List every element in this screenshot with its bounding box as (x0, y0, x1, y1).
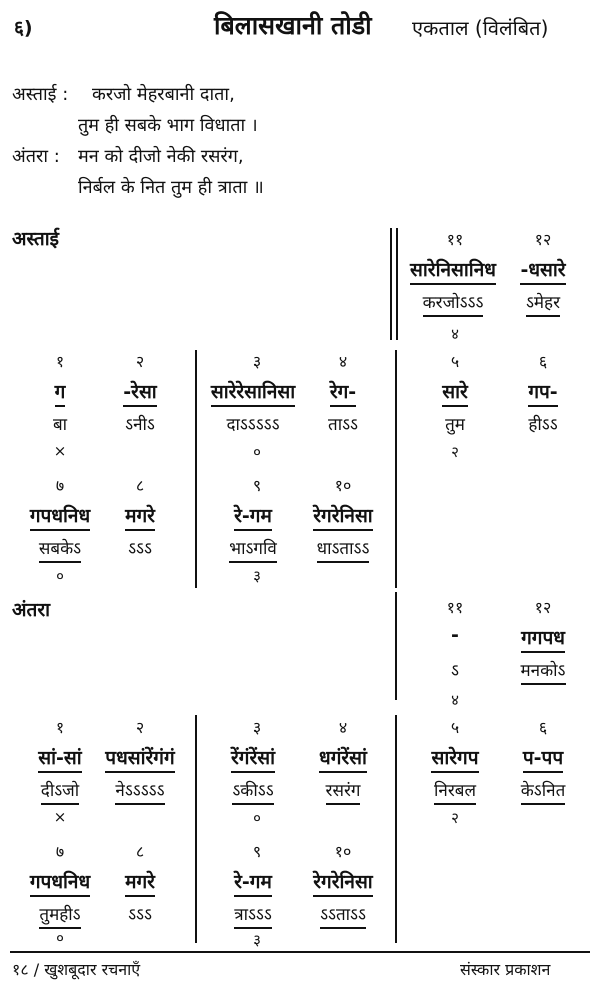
beat-number: ७ (55, 842, 65, 861)
syllable-group: निरबल (434, 781, 476, 805)
swara-group: -रेसा (123, 381, 156, 407)
composition-number: ६) (14, 17, 33, 39)
swara-group: -धसारे (520, 259, 565, 285)
taali-mark: ३ (253, 931, 261, 949)
swara-group: सां-सां (38, 747, 81, 773)
swara: - (451, 624, 459, 646)
swara-group: धगंरेंसां (319, 747, 367, 773)
khali-mark: ० (253, 443, 261, 461)
swara-group: रेंगंरेंसां (231, 747, 275, 773)
swara-group: प-पप (523, 747, 563, 773)
syllable-group: भाऽगवि (229, 539, 277, 563)
syllable: ऽऽऽ (128, 905, 152, 925)
beat-number: ६ (538, 352, 548, 371)
swara-group: सारे (442, 381, 468, 407)
beat-number: ११ (446, 230, 464, 249)
swara-group: रे-गम (234, 871, 272, 897)
beat-number: २ (135, 718, 145, 737)
syllable: बा (52, 415, 68, 435)
swara-group: ग (55, 381, 66, 407)
swara-group: रेगरेनिसा (313, 505, 372, 531)
sam-mark: × (53, 442, 67, 460)
syllable: तुम (445, 415, 465, 435)
taal-mark: ४ (451, 691, 459, 709)
syllable-group: ऽकीऽऽ (232, 781, 273, 805)
taal-mark: ४ (451, 325, 459, 343)
syllable: दाऽऽऽऽऽ (226, 415, 280, 435)
beat-number: ३ (252, 718, 262, 737)
beat-number: १० (334, 476, 352, 495)
beat-number: ८ (135, 476, 145, 495)
syllable-group: धाऽताऽऽ (317, 539, 370, 563)
footer-page-info: १८ / खुशबूदार रचनाएँ (12, 960, 141, 979)
beat-number: ९ (252, 842, 262, 861)
syllable-group: करजोऽऽऽ (423, 293, 484, 317)
footer-publisher: संस्कार प्रकाशन (460, 960, 551, 979)
swara-group: रे-गम (234, 505, 272, 531)
syllable-group: ऽमेहर (526, 293, 560, 317)
antara-lyric-line-2: निर्बल के नित तुम ही त्राता ॥ (78, 177, 264, 198)
beat-number: ११ (446, 598, 464, 617)
syllable-group: त्राऽऽऽ (234, 905, 272, 929)
swara-group: रेग- (330, 381, 356, 407)
asthai-lyric-label: अस्ताई : (12, 84, 69, 105)
asthai-lyric-line-2: तुम ही सबके भाग विधाता । (78, 115, 258, 136)
syllable: ऽ (451, 661, 459, 681)
beat-number: २ (135, 352, 145, 371)
syllable-group: दीऽजो (41, 781, 79, 805)
taali-mark: ३ (253, 567, 261, 585)
taal-label: एकताल (विलंबित) (412, 16, 549, 40)
syllable-group: सबकेऽ (39, 539, 81, 563)
sam-mark: × (53, 808, 67, 826)
swara-group: गप- (528, 381, 557, 407)
raga-title: बिलासखानी तोडी (214, 11, 372, 40)
beat-number: ४ (338, 718, 348, 737)
beat-number: ३ (252, 352, 262, 371)
swara-group: पधसांरेंगंगं (105, 747, 174, 773)
syllable: ऽनीऽ (125, 415, 155, 435)
swara-group: सारेगप (431, 747, 478, 773)
syllable-group: तुमहीऽ (39, 905, 80, 929)
antara-section-heading: अंतरा (12, 599, 51, 621)
syllable: ऽऽऽ (128, 539, 152, 559)
beat-number: ७ (55, 476, 65, 495)
beat-number: ९ (252, 476, 262, 495)
khali-mark: ० (253, 809, 261, 827)
syllable-group: नेऽऽऽऽऽ (115, 781, 164, 805)
beat-number: १० (334, 842, 352, 861)
syllable-group: रसरंग (326, 781, 361, 805)
beat-number: ४ (338, 352, 348, 371)
syllable: हीऽऽ (528, 415, 558, 435)
vibhag-line (396, 228, 398, 340)
khali-mark: ० (56, 929, 64, 947)
antara-lyric-line-1: मन को दीजो नेकी रसरंग, (78, 146, 244, 167)
beat-number: ५ (450, 352, 460, 371)
swara-group: गपधनिध (30, 505, 90, 531)
swara-group: गगपध (521, 627, 565, 653)
beat-number: ५ (450, 718, 460, 737)
footer-rule (10, 951, 590, 953)
khali-mark: ० (56, 567, 64, 585)
vibhag-line (395, 592, 397, 700)
asthai-section-heading: अस्ताई (12, 228, 59, 250)
antara-lyric-label: अंतरा : (12, 146, 60, 167)
syllable-group: ऽऽताऽऽ (320, 905, 366, 929)
swara-group: मगरे (125, 871, 155, 897)
swara-group: सारेरेसानिसा (211, 381, 295, 407)
swara-group: मगरे (125, 505, 155, 531)
syllable-group: केऽनित (521, 781, 566, 805)
syllable: ताऽऽ (328, 415, 358, 435)
swara-group: रेगरेनिसा (313, 871, 372, 897)
vibhag-line (390, 228, 392, 340)
beat-number: ८ (135, 842, 145, 861)
asthai-lyric-line-1: करजो मेहरबानी दाता, (92, 84, 235, 105)
beat-number: १ (55, 718, 65, 737)
beat-number: १२ (534, 598, 552, 617)
taali-mark: २ (451, 809, 459, 827)
swara-group: सारेनिसानिध (410, 259, 496, 285)
beat-number: ६ (538, 718, 548, 737)
beat-number: १२ (534, 230, 552, 249)
swara-group: गपधनिध (30, 871, 90, 897)
syllable-group: मनकोऽ (521, 661, 566, 685)
beat-number: १ (55, 352, 65, 371)
taali-mark: २ (451, 443, 459, 461)
